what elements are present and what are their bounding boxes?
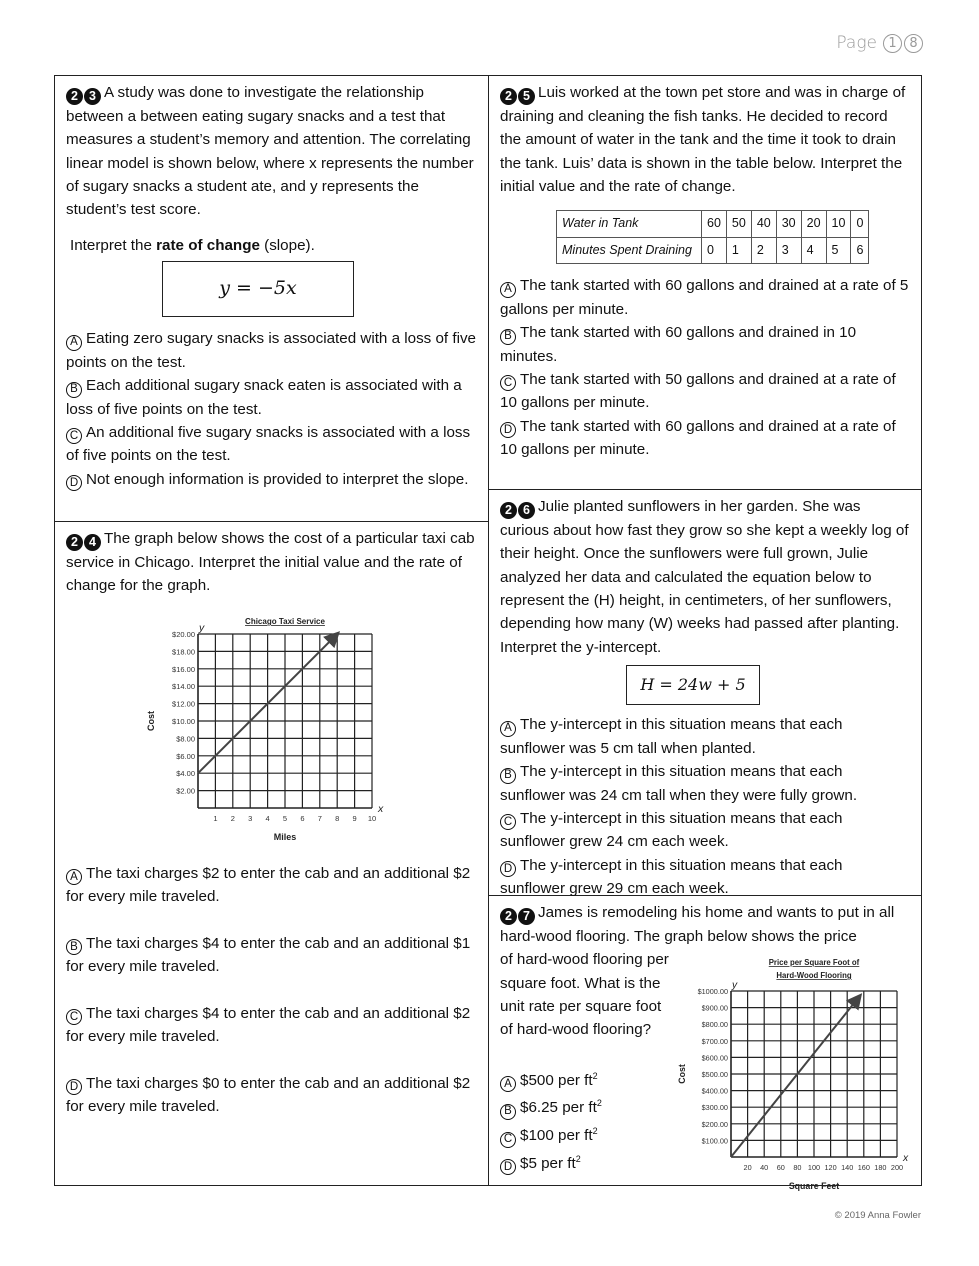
question-number-badge: 2 3: [66, 88, 101, 105]
table-cell: 4: [801, 237, 826, 263]
x-tick-label: 2: [230, 813, 235, 823]
option-letter-circle: C: [500, 814, 516, 830]
x-tick-label: 6: [300, 813, 305, 823]
option-letter-circle: A: [500, 721, 516, 737]
option-c[interactable]: C The taxi charges $4 to enter the cab and an additional $2 for every mile traveled.: [66, 1004, 471, 1046]
worksheet-grid: [54, 75, 922, 1191]
table-cell: 5: [826, 237, 851, 263]
option-letter-circle: D: [66, 475, 82, 491]
option-letter-circle: B: [66, 939, 82, 955]
option-a[interactable]: A The y-intercept in this situation means that each sunflower was 5 cm tall when planted.: [500, 715, 843, 757]
y-tick-label: $700.00: [701, 1036, 728, 1046]
question-number-badge: 2 5: [500, 88, 535, 105]
y-axis-label: Cost: [677, 1064, 687, 1084]
x-tick-label: 40: [760, 1163, 769, 1172]
table-cell: 3: [776, 237, 801, 263]
chart-title: Price per Square Foot of: [768, 958, 860, 967]
question-26-stem: [500, 495, 911, 659]
x-tick-label: 4: [265, 813, 270, 823]
table-cell: 0: [851, 211, 869, 237]
question-23-stem: [66, 81, 478, 222]
y-tick-label: $2.00: [176, 786, 195, 796]
question-number-badge: 2 6: [500, 502, 535, 519]
y-tick-label: $14.00: [172, 681, 195, 691]
table-cell: 30: [776, 211, 801, 237]
option-letter-circle: C: [66, 428, 82, 444]
option-a[interactable]: A $500 per $ft^2$: [500, 1065, 700, 1093]
option-letter-circle: D: [500, 861, 516, 877]
question-25-stem: [500, 81, 911, 198]
question-24-stem: [66, 527, 478, 598]
y-axis-letter: y: [732, 980, 738, 991]
equation-box: y = −5x: [162, 261, 354, 317]
question-text: James is remodeling his home and wants to put in all hard-wood flooring. The graph below shows the price: [500, 904, 895, 946]
question-23-prompt: Interpret the rate of change (slope).: [70, 236, 315, 254]
y-axis-letter: y: [199, 621, 205, 634]
equation-box: H = 24w + 5: [626, 665, 760, 705]
question-23: [55, 76, 489, 522]
x-tick-label: 3: [248, 813, 253, 823]
question-text: A study was done to investigate the relationship between a between eating sugary snacks and a test that measures a student’s memory and attention. The correlating linear model is shown below, where x represents the number of sugary snacks a student ate, and y represents the student’s test score.: [66, 84, 474, 219]
y-tick-label: $12.00: [172, 699, 195, 709]
option-letter-circle: D: [500, 1159, 516, 1175]
x-tick-label: 10: [367, 813, 377, 823]
option-d[interactable]: D The y-intercept in this situation means that each sunflower grew 29 cm each week.: [500, 856, 843, 898]
y-tick-label: $18.00: [172, 647, 195, 657]
y-tick-label: $800.00: [701, 1020, 728, 1030]
x-tick-label: 180: [874, 1163, 887, 1172]
option-letter-circle: A: [500, 1076, 516, 1092]
x-axis-letter: x: [378, 802, 384, 815]
option-b[interactable]: B The taxi charges $4 to enter the cab and an additional $1 for every mile traveled.: [66, 934, 471, 976]
option-letter-circle: D: [66, 1079, 82, 1095]
option-letter-circle: B: [500, 768, 516, 784]
option-letter-circle: A: [66, 335, 82, 351]
option-c[interactable]: C An additional five sugary snacks is associated with a loss of five points on the test.: [66, 423, 471, 465]
option-letter-circle: C: [66, 1009, 82, 1025]
x-axis-label: Square Feet: [788, 1181, 840, 1191]
taxi-cost-chart: [142, 612, 402, 852]
option-b[interactable]: B The tank started with 60 gallons and drained in 10 minutes.: [500, 323, 857, 365]
question-text-line: of hard-wood flooring?: [500, 1021, 652, 1039]
option-letter-circle: A: [66, 869, 82, 885]
y-tick-label: $300.00: [701, 1103, 728, 1113]
question-27: [489, 896, 921, 1191]
y-tick-label: $16.00: [172, 664, 195, 674]
y-tick-label: $4.00: [176, 768, 195, 778]
question-text-line: square foot. What is the: [500, 974, 661, 992]
option-letter-circle: B: [500, 1104, 516, 1120]
page-number: [836, 33, 923, 53]
water-tank-table: [556, 210, 869, 264]
option-letter-circle: C: [500, 1132, 516, 1148]
table-cell: 1: [726, 237, 751, 263]
option-d[interactable]: D Not enough information is provided to interpret the slope.: [66, 468, 478, 492]
option-a[interactable]: A The taxi charges $2 to enter the cab and an additional $2 for every mile traveled.: [66, 864, 471, 906]
copyright-footer: © 2019 Anna Fowler: [834, 1210, 921, 1221]
option-letter-circle: D: [500, 422, 516, 438]
x-tick-label: 140: [841, 1163, 854, 1172]
question-27-continued: [500, 948, 700, 1041]
y-tick-label: $100.00: [701, 1136, 728, 1146]
chart-title: Chicago Taxi Service: [245, 616, 325, 626]
options-list: [66, 862, 478, 1119]
row-header: Minutes Spent Draining: [557, 237, 702, 263]
prompt-emphasis: rate of change: [156, 236, 260, 254]
options-list: [66, 327, 478, 491]
option-letter-circle: A: [500, 282, 516, 298]
option-letter-circle: B: [500, 329, 516, 345]
option-a[interactable]: A Eating zero sugary snacks is associated with a loss of five points on the test.: [66, 329, 476, 371]
x-tick-label: 1: [213, 813, 218, 823]
option-b[interactable]: B The y-intercept in this situation means that each sunflower was 24 cm tall when they were fully grown.: [500, 762, 858, 804]
table-cell: 60: [702, 211, 727, 237]
x-axis-letter: x: [903, 1153, 909, 1164]
question-number-badge: 2 4: [66, 534, 101, 551]
question-24: [55, 522, 489, 1185]
table-cell: 0: [702, 237, 727, 263]
question-number-badge: 2 7: [500, 908, 535, 925]
question-text: Luis worked at the town pet store and was in charge of draining and cleaning the fish tanks. He decided to record the amount of water in the tank and the time it took to drain the tank. Luis’ data is shown in the table below. Interpret the initial value and the rate of change.: [500, 84, 906, 196]
x-tick-label: 20: [743, 1163, 752, 1172]
option-d[interactable]: D The taxi charges $0 to enter the cab and an additional $2 for every mile traveled.: [66, 1074, 471, 1116]
flooring-price-chart: [677, 951, 913, 1191]
row-header: Water in Tank: [557, 211, 702, 237]
x-axis-label: Miles: [273, 831, 297, 842]
x-tick-label: 60: [776, 1163, 785, 1172]
option-a[interactable]: A The tank started with 60 gallons and drained at a rate of 5 gallons per minute.: [500, 276, 909, 318]
table-cell: 50: [726, 211, 751, 237]
data-line: [731, 996, 860, 1157]
y-axis-label: Cost: [146, 710, 156, 731]
question-text: The graph below shows the cost of a particular taxi cab service in Chicago. Interpret the initial value and the rate of change for the graph.: [66, 530, 475, 595]
y-tick-label: $900.00: [701, 1003, 728, 1013]
option-b[interactable]: B $6.25 per $ft^2$: [500, 1092, 700, 1120]
question-26: [489, 490, 921, 896]
x-tick-label: 8: [335, 813, 340, 823]
y-tick-label: $20.00: [172, 629, 195, 639]
option-d[interactable]: D $5 per $ft^2$: [500, 1148, 700, 1176]
table-cell: 40: [751, 211, 776, 237]
page-label: Page: [836, 33, 877, 53]
question-27-stem: [500, 901, 911, 948]
option-letter-circle: C: [500, 375, 516, 391]
page-digit: 8: [904, 34, 923, 53]
y-tick-label: $1000.00: [697, 987, 728, 996]
y-tick-label: $6.00: [176, 751, 195, 761]
x-tick-label: 100: [807, 1163, 821, 1172]
option-c[interactable]: C The y-intercept in this situation means that each sunflower grew 24 cm each week.: [500, 809, 843, 851]
chart-title: Hard-Wood Flooring: [776, 971, 852, 980]
y-tick-label: $600.00: [701, 1053, 728, 1063]
x-tick-label: 80: [793, 1163, 802, 1172]
options-list: [500, 713, 911, 901]
option-b[interactable]: B Each additional sugary snack eaten is associated with a loss of five points on the test.: [66, 376, 462, 418]
y-tick-label: $500.00: [701, 1070, 728, 1079]
question-text-line: unit rate per square foot: [500, 998, 662, 1016]
table-cell: 2: [751, 237, 776, 263]
table-cell: 10: [826, 211, 851, 237]
question-text-line: of hard-wood flooring per: [500, 951, 669, 969]
x-tick-label: 160: [857, 1163, 870, 1172]
option-c[interactable]: C The tank started with 50 gallons and drained at a rate of 10 gallons per minute.: [500, 370, 896, 412]
question-25: [489, 76, 921, 490]
question-text: Julie planted sunflowers in her garden. She was curious about how fast they grow so she kept a weekly log of their height. Once the sunflowers were full grown, Julie analyzed her data and calculated the equation below to represent the (H) height, in centimeters, of her sunflowers, depending how many (W) weeks had passed after planting. Interpret the y-intercept.: [500, 498, 909, 656]
option-d[interactable]: D The tank started with 60 gallons and drained at a rate of 10 gallons per minute.: [500, 417, 896, 459]
y-tick-label: $200.00: [701, 1119, 728, 1129]
x-tick-label: 120: [824, 1163, 837, 1172]
y-tick-label: $400.00: [701, 1086, 728, 1096]
option-c[interactable]: C $100 per $ft^2$: [500, 1120, 700, 1148]
page-digit: 1: [883, 34, 902, 53]
table-cell: 6: [851, 237, 869, 263]
y-tick-label: $8.00: [176, 734, 195, 744]
x-tick-label: 200: [890, 1163, 904, 1172]
x-tick-label: 7: [317, 813, 322, 823]
option-letter-circle: B: [66, 382, 82, 398]
table-row: [557, 211, 869, 237]
options-list: [500, 1065, 700, 1176]
table-row: [557, 237, 869, 263]
x-tick-label: 9: [352, 813, 357, 823]
y-tick-label: $10.00: [172, 716, 195, 726]
options-list: [500, 274, 911, 462]
table-cell: 20: [801, 211, 826, 237]
x-tick-label: 5: [282, 813, 288, 823]
